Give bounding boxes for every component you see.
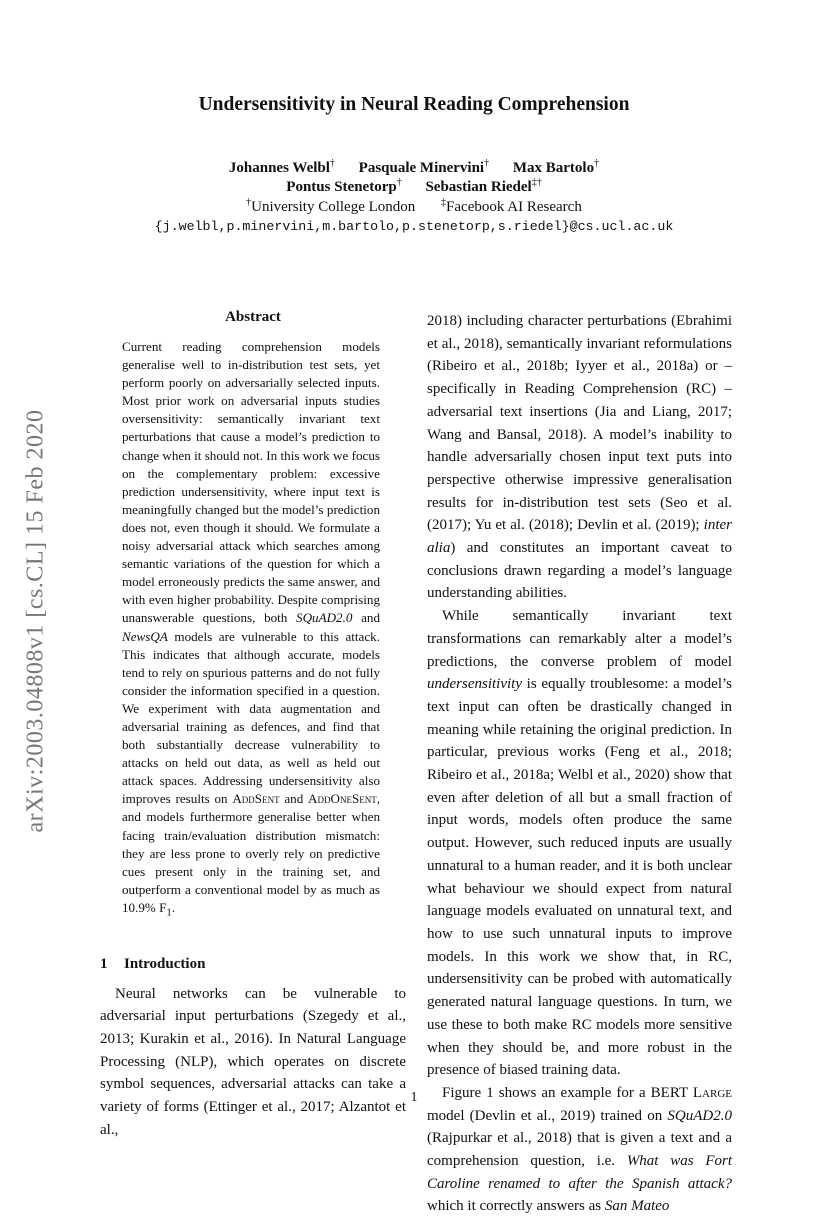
affiliations: †University College London ‡Facebook AI Research <box>246 197 582 215</box>
arxiv-watermark <box>14 366 58 876</box>
author-line-1 <box>0 158 828 177</box>
author-line-2 <box>0 177 828 196</box>
page-number: 1 <box>410 1090 418 1105</box>
right-column <box>427 310 732 1218</box>
author-name: Max Bartolo† <box>512 158 600 176</box>
intro-paragraph-1-continued: 2018) including character perturbations (Ebrahimi et al., 2018), semantically invariant reformulations (Ribeiro et al., 2018b; Iyyer et al., 2018a) or – specifically in Reading Comprehension (RC) – adversarial text insertions (Jia and Liang, 2017; Wang and Bansal, 2018). A model’s inability to handle adversarially chosen input text puts into perspective otherwise impressive generalisation results for in-distribution test sets (Seo et al. (2017); Yu et al. (2018); Devlin et al. (2019); inter alia) and constitutes an important caveat to conclusions drawn regarding a model’s language understanding abilities. <box>427 313 732 602</box>
author-name: Pontus Stenetorp† <box>286 177 402 195</box>
intro-paragraph-1: Neural networks can be vulnerable to adversarial input perturbations (Szegedy et al., 2013; Kurakin et al., 2016). In Natural Language Processing (NLP), which operates on discrete symbol sequences, adversarial attacks can take a variety of forms (Ettinger et al., 2017; Alzantot et al., <box>100 985 406 1138</box>
author-name: Johannes Welbl† <box>228 158 335 176</box>
intro-paragraph-3: Figure 1 shows an example for a BERT Large model (Devlin et al., 2019) trained on SQuAD2.0 (Rajpurkar et al., 2018) that is given a text and a comprehension question, i.e. What was Fort Caroline renamed to after the Spanish attack? which it correctly answers as San Mateo <box>427 1084 732 1215</box>
author-emails: {j.welbl,p.minervini,m.bartolo,p.stenetorp,s.riedel}@cs.ucl.ac.uk <box>154 219 674 234</box>
intro-paragraph-2: While semantically invariant text transformations can remarkably alter a model’s predictions, the converse problem of model undersensitivity is equally troublesome: a model’s text input can often be drastically changed in meaning while retaining the original prediction. In particular, previous works (Feng et al., 2018; Ribeiro et al., 2018a; Welbl et al., 2020) show that even after deletion of all but a small fraction of input words, models often produce the same output. However, such reduced inputs are usually unnatural to a human reader, and it is both unclear what behaviour we should expect from natural language models evaluated on unnatural text, and how to use such unnatural inputs to improve models. In this work we show that, in RC, undersensitivity can be probed with automatically generated natural language questions. In turn, we use these to both make RC models more sensitive when they should be, and more robust in the presence of biased training data. <box>427 608 732 1079</box>
affiliation-fair: Facebook AI Research <box>446 199 582 215</box>
arxiv-watermark-text: arXiv:2003.04808v1 [cs.CL] 15 Feb 2020 <box>22 409 49 833</box>
abstract-heading: Abstract <box>225 309 281 325</box>
author-name: Sebastian Riedel‡† <box>425 177 542 195</box>
paper-title: Undersensitivity in Neural Reading Comprehension <box>198 94 630 115</box>
abstract-text: Current reading comprehension models generalise well to in-distribution test sets, yet perform poorly on adversarially selected inputs. Most prior work on adversarial inputs studies oversensitivity: semantically invariant text perturbations that cause a model’s prediction to change when it should not. In this work we focus on the complementary problem: excessive prediction undersensitivity, where input text is meaningfully changed but the model’s prediction does not, even though it should. We formulate a noisy adversarial attack which searches among semantic variations of the question for which a model erroneously predicts the same answer, and with even higher probability. Despite comprising unanswerable questions, both SQuAD2.0 and NewsQA models are vulnerable to this attack. This indicates that although accurate, models tend to rely on spurious patterns and do not fully consider the information specified in a question. We experiment with data augmentation and adversarial training as defences, and find that both substantially decrease vulnerability to attacks on held out data, as well as held out attack spaces. Addressing undersensitivity also improves results on AddSent and AddOneSent, and models furthermore generalise better when facing train/evaluation distribution mismatch: they are less prone to overly rely on predictive cues present only in the training set, and outperform a conventional model by as much as 10.9% $F_1$. <box>122 339 380 919</box>
author-name: Pasquale Minervini† <box>358 158 490 176</box>
section-heading-introduction: 1 Introduction <box>100 955 206 972</box>
left-column <box>100 309 406 1142</box>
affiliation-ucl: University College London <box>251 199 416 215</box>
